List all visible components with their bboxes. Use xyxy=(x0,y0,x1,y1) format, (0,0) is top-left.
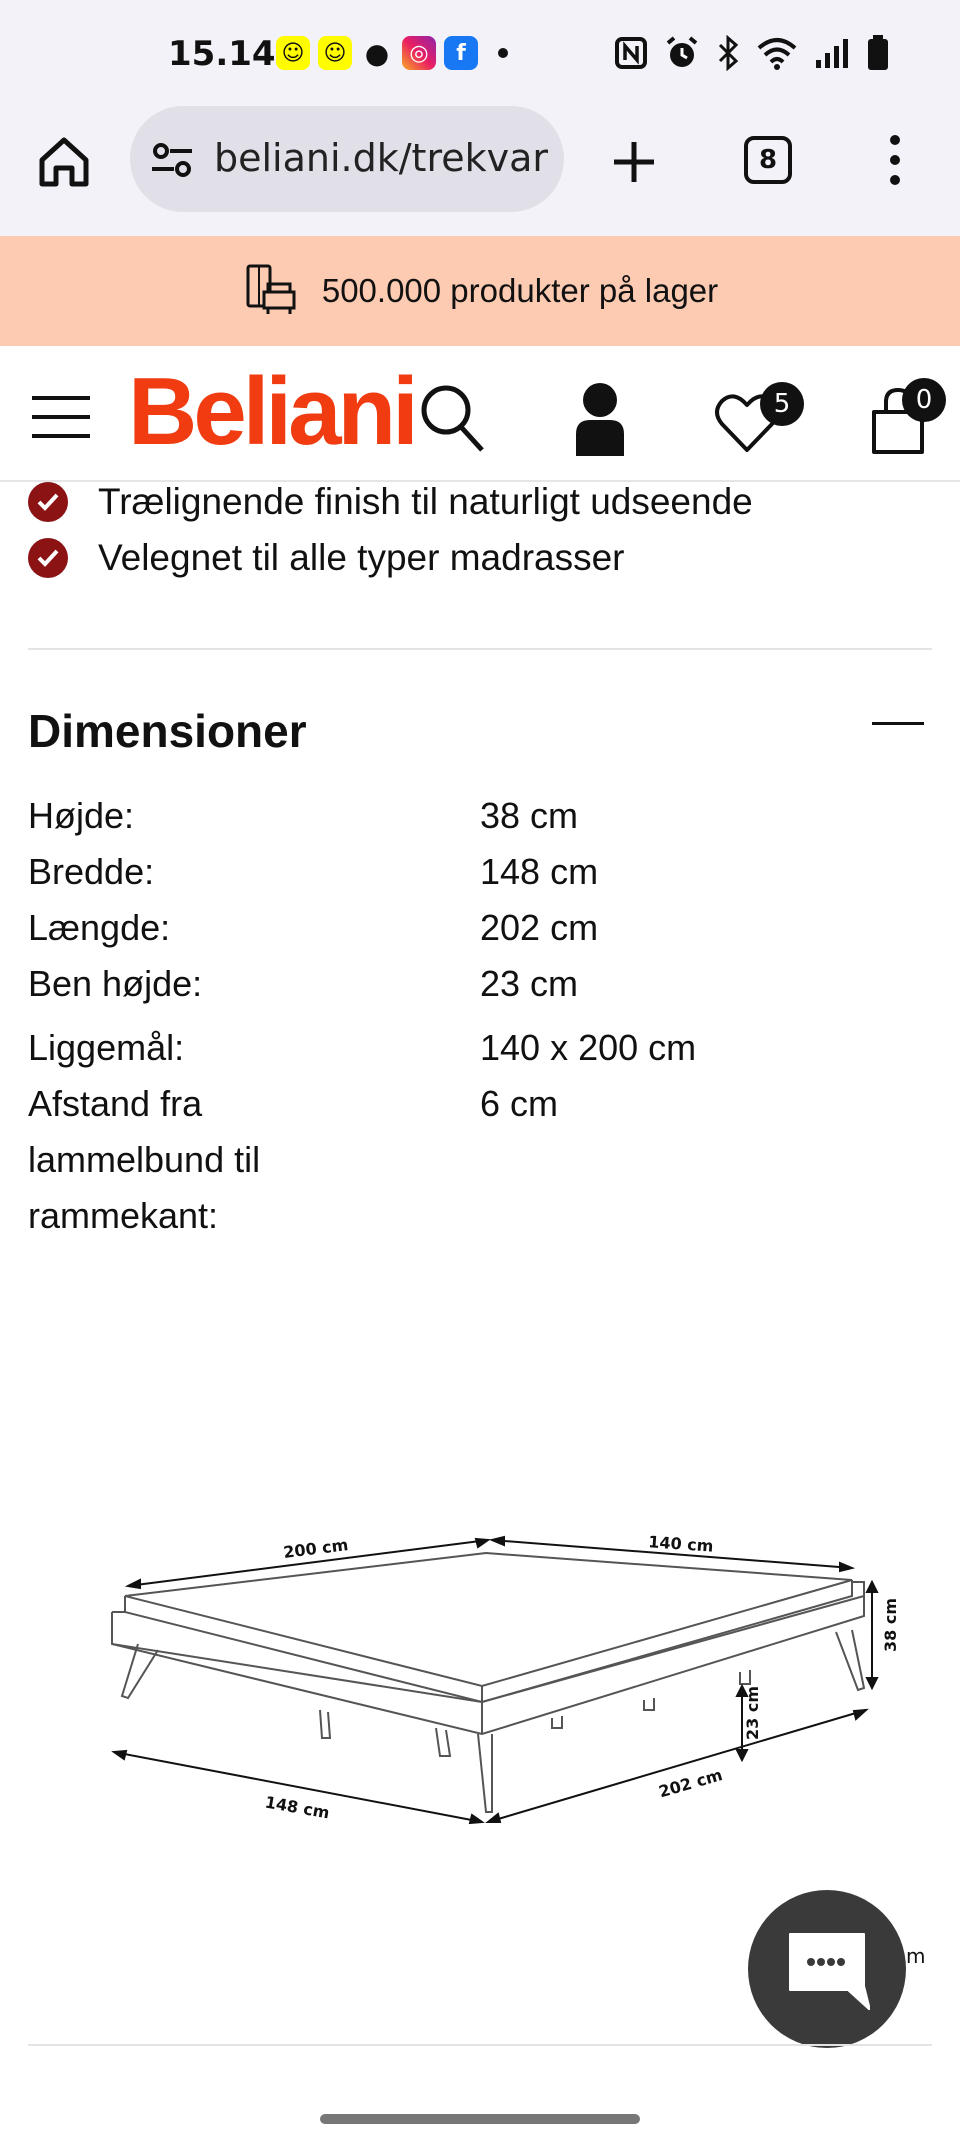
collapse-minus-icon[interactable] xyxy=(872,722,924,725)
more-notifications-dot-icon xyxy=(498,48,508,58)
browser-menu-icon[interactable] xyxy=(880,132,910,188)
diagram-label-top-width: 140 cm xyxy=(647,1532,715,1556)
browser-toolbar xyxy=(0,106,960,236)
alarm-icon xyxy=(664,35,700,71)
section-divider xyxy=(28,2044,932,2046)
wishlist-button[interactable] xyxy=(714,382,810,458)
url-text: beliani.dk/trekvar xyxy=(214,136,549,180)
cart-button[interactable] xyxy=(870,374,960,460)
table-row xyxy=(28,844,932,900)
dimension-label: Bredde: xyxy=(28,851,155,892)
dimension-value: 6 cm xyxy=(480,1083,559,1124)
diagram-label-bottom-width: 148 cm xyxy=(263,1792,331,1823)
search-icon[interactable] xyxy=(418,382,486,454)
beliani-logo[interactable]: Beliani xyxy=(128,358,415,465)
diagram-label-leg-height: 23 cm xyxy=(743,1686,762,1740)
dimension-value: 202 cm xyxy=(480,907,599,948)
wifi-icon xyxy=(756,36,798,70)
gesture-navigation-bar[interactable] xyxy=(320,2114,640,2124)
diagram-label-bottom-length: 202 cm xyxy=(656,1765,725,1802)
snapchat-icon: ☺ xyxy=(276,36,310,70)
table-row xyxy=(28,1020,932,1076)
signal-icon xyxy=(814,36,850,70)
dimension-value: 23 cm xyxy=(480,963,579,1004)
diagram-label-height: 38 cm xyxy=(881,1598,900,1652)
new-tab-icon[interactable] xyxy=(606,134,662,190)
instagram-icon: ◎ xyxy=(402,36,436,70)
bluetooth-icon xyxy=(716,35,740,71)
furniture-icon xyxy=(242,262,300,320)
dimension-value: 148 cm xyxy=(480,851,599,892)
battery-icon xyxy=(866,34,890,72)
dimensions-heading[interactable]: Dimensioner xyxy=(28,705,307,757)
table-row xyxy=(28,1076,932,1244)
dimension-label: Længde: xyxy=(28,907,171,948)
facebook-icon: f xyxy=(444,36,478,70)
diagram-label-top-length: 200 cm xyxy=(282,1535,350,1562)
status-time: 15.14 xyxy=(168,34,276,74)
partial-text: m xyxy=(906,1944,926,1968)
tab-switcher-button[interactable]: 8 xyxy=(744,136,792,184)
live-chat-button[interactable] xyxy=(748,1890,906,2048)
chat-bubble-icon xyxy=(784,1928,870,2010)
snapchat-icon: ☺ xyxy=(318,36,352,70)
dimension-label: Højde: xyxy=(28,795,135,836)
messages-icon: ● xyxy=(364,36,390,70)
site-header xyxy=(0,346,960,482)
dimension-label: Ben højde: xyxy=(28,963,203,1004)
nfc-icon xyxy=(614,36,648,70)
dimension-value: 140 x 200 cm xyxy=(480,1027,697,1068)
dimension-label: Liggemål: xyxy=(28,1027,185,1068)
list-item xyxy=(28,530,753,586)
status-bar xyxy=(0,0,960,106)
promo-text: 500.000 produkter på lager xyxy=(321,272,719,309)
table-row xyxy=(28,900,932,956)
site-settings-icon[interactable] xyxy=(150,138,194,182)
wishlist-count-badge: 5 xyxy=(760,382,804,426)
account-icon[interactable] xyxy=(570,380,630,456)
dimension-label: Afstand fra lammelbund til rammekant: xyxy=(28,1083,261,1236)
table-row xyxy=(28,788,932,844)
feature-text: Velegnet til alle typer madrasser xyxy=(98,537,625,578)
feature-text: Trælignende finish til naturligt udseende xyxy=(98,481,753,522)
hamburger-menu-icon[interactable] xyxy=(30,394,92,440)
dimension-value: 38 cm xyxy=(480,795,579,836)
bed-dimensions-diagram xyxy=(100,1520,940,1850)
promo-banner[interactable] xyxy=(0,236,960,346)
cart-count-badge: 0 xyxy=(902,378,946,422)
status-notification-icons xyxy=(276,36,508,70)
checkmark-icon xyxy=(28,482,68,522)
list-item xyxy=(28,474,753,530)
feature-list xyxy=(28,474,753,586)
checkmark-icon xyxy=(28,538,68,578)
section-divider xyxy=(28,648,932,650)
status-system-icons xyxy=(614,34,890,72)
home-icon[interactable] xyxy=(36,134,92,190)
address-bar[interactable] xyxy=(130,106,564,212)
table-row xyxy=(28,956,932,1012)
